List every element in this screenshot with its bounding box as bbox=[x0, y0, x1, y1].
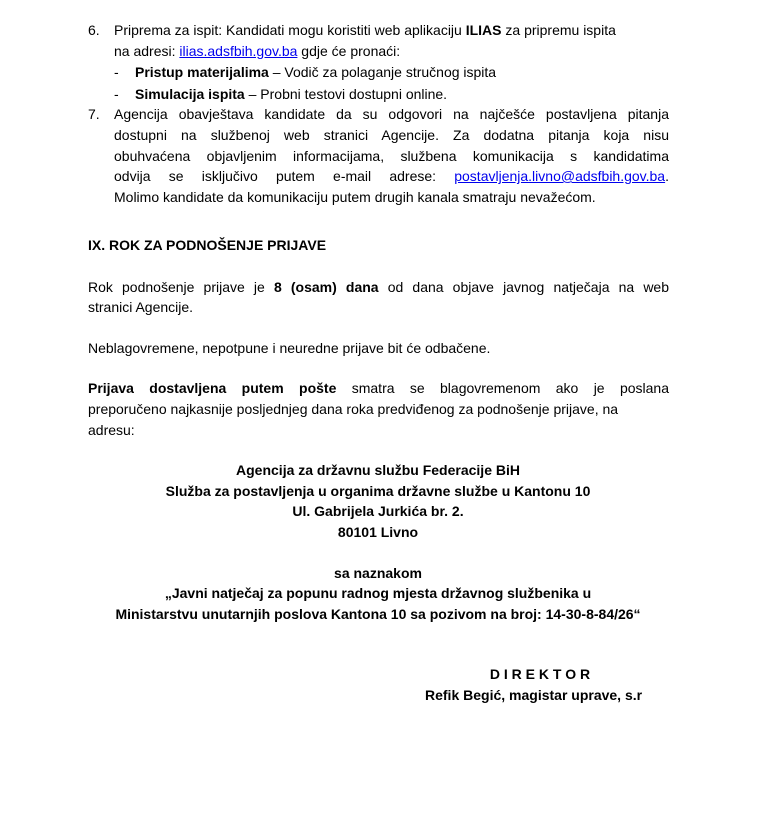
signature-name: Refik Begić, magistar uprave, s.r bbox=[425, 687, 643, 703]
bullet-dash: - bbox=[114, 64, 119, 80]
text: Rok podnošenje prijave je bbox=[88, 279, 274, 295]
text: smatra se blagovremenom ako je poslana bbox=[336, 380, 669, 396]
address-line4: 80101 Livno bbox=[337, 524, 419, 540]
marking-line1: „Javni natječaj za popunu radnog mjesta državnog službenika u bbox=[164, 585, 592, 601]
text: odvija se isključivo putem e-mail adrese: bbox=[114, 168, 455, 184]
email-link[interactable]: postavljenja.livno@adsfbih.gov.ba bbox=[454, 168, 666, 184]
bullet-dash: - bbox=[114, 86, 119, 102]
ilias-link[interactable]: ilias.adsfbih.gov.ba bbox=[179, 43, 298, 59]
sub-item-label: Simulacija ispita bbox=[135, 86, 245, 102]
text: na adresi: bbox=[114, 43, 180, 59]
address-line2: Služba za postavljenja u organima državne službe u Kantonu 10 bbox=[165, 483, 591, 499]
text: od dana objave javnog natječaja na web bbox=[378, 279, 670, 295]
para1-line2: stranici Agencije. bbox=[88, 299, 194, 315]
ilias-bold: ILIAS bbox=[465, 22, 502, 38]
address-line3: Ul. Gabrijela Jurkića br. 2. bbox=[292, 503, 464, 519]
para3-line2: preporučeno najkasnije posljednjeg dana roka predviđenog za podnošenje prijave, na bbox=[88, 401, 619, 417]
text: – Probni testovi dostupni online. bbox=[244, 86, 448, 102]
text: za pripremu ispita bbox=[501, 22, 616, 38]
deadline-bold: 8 (osam) dana bbox=[273, 279, 379, 295]
text: gdje će pronaći: bbox=[297, 43, 401, 59]
para3-line3: adresu: bbox=[88, 422, 135, 438]
item7-line5: Molimo kandidate da komunikaciju putem drugih kanala smatraju nevažećom. bbox=[114, 189, 596, 205]
sub-item-simulation bbox=[135, 84, 447, 104]
list-number: 6. bbox=[88, 22, 100, 38]
text: . bbox=[665, 168, 669, 184]
para2: Neblagovremene, nepotpune i neuredne prijave bit će odbačene. bbox=[88, 340, 491, 356]
item6-line1 bbox=[114, 20, 616, 40]
section-heading: IX. ROK ZA PODNOŠENJE PRIJAVE bbox=[88, 237, 327, 253]
item7-line2: dostupni na službenoj web stranici Agencije. Za dodatna pitanja koja nisu bbox=[114, 127, 669, 143]
item7-line3: obuhvaćena objavljenim informacijama, službena komunikacija s kandidatima bbox=[114, 148, 669, 164]
signature-title: D I R E K T O R bbox=[489, 666, 591, 682]
sub-item-label: Pristup materijalima bbox=[135, 64, 269, 80]
list-number: 7. bbox=[88, 106, 100, 122]
text: – Vodič za polaganje stručnog ispita bbox=[268, 64, 497, 80]
mail-bold: Prijava dostavljena putem pošte bbox=[88, 380, 337, 396]
item6-line2 bbox=[114, 41, 400, 61]
sub-item-materials bbox=[135, 62, 496, 82]
para3-line1 bbox=[88, 378, 669, 398]
address-line1: Agencija za državnu službu Federacije BiH bbox=[236, 462, 520, 478]
marking-intro: sa naznakom bbox=[334, 565, 422, 581]
item7-line1: Agencija obavještava kandidate da su odgovori na najčešće postavljena pitanja bbox=[114, 106, 669, 122]
para1-line1 bbox=[88, 277, 669, 297]
marking-line2: Ministarstvu unutarnjih poslova Kantona 10 sa pozivom na broj: 14-30-8-84/26“ bbox=[115, 606, 641, 622]
item7-line4 bbox=[114, 166, 669, 186]
text: Priprema za ispit: Kandidati mogu koristiti web aplikaciju bbox=[114, 22, 466, 38]
